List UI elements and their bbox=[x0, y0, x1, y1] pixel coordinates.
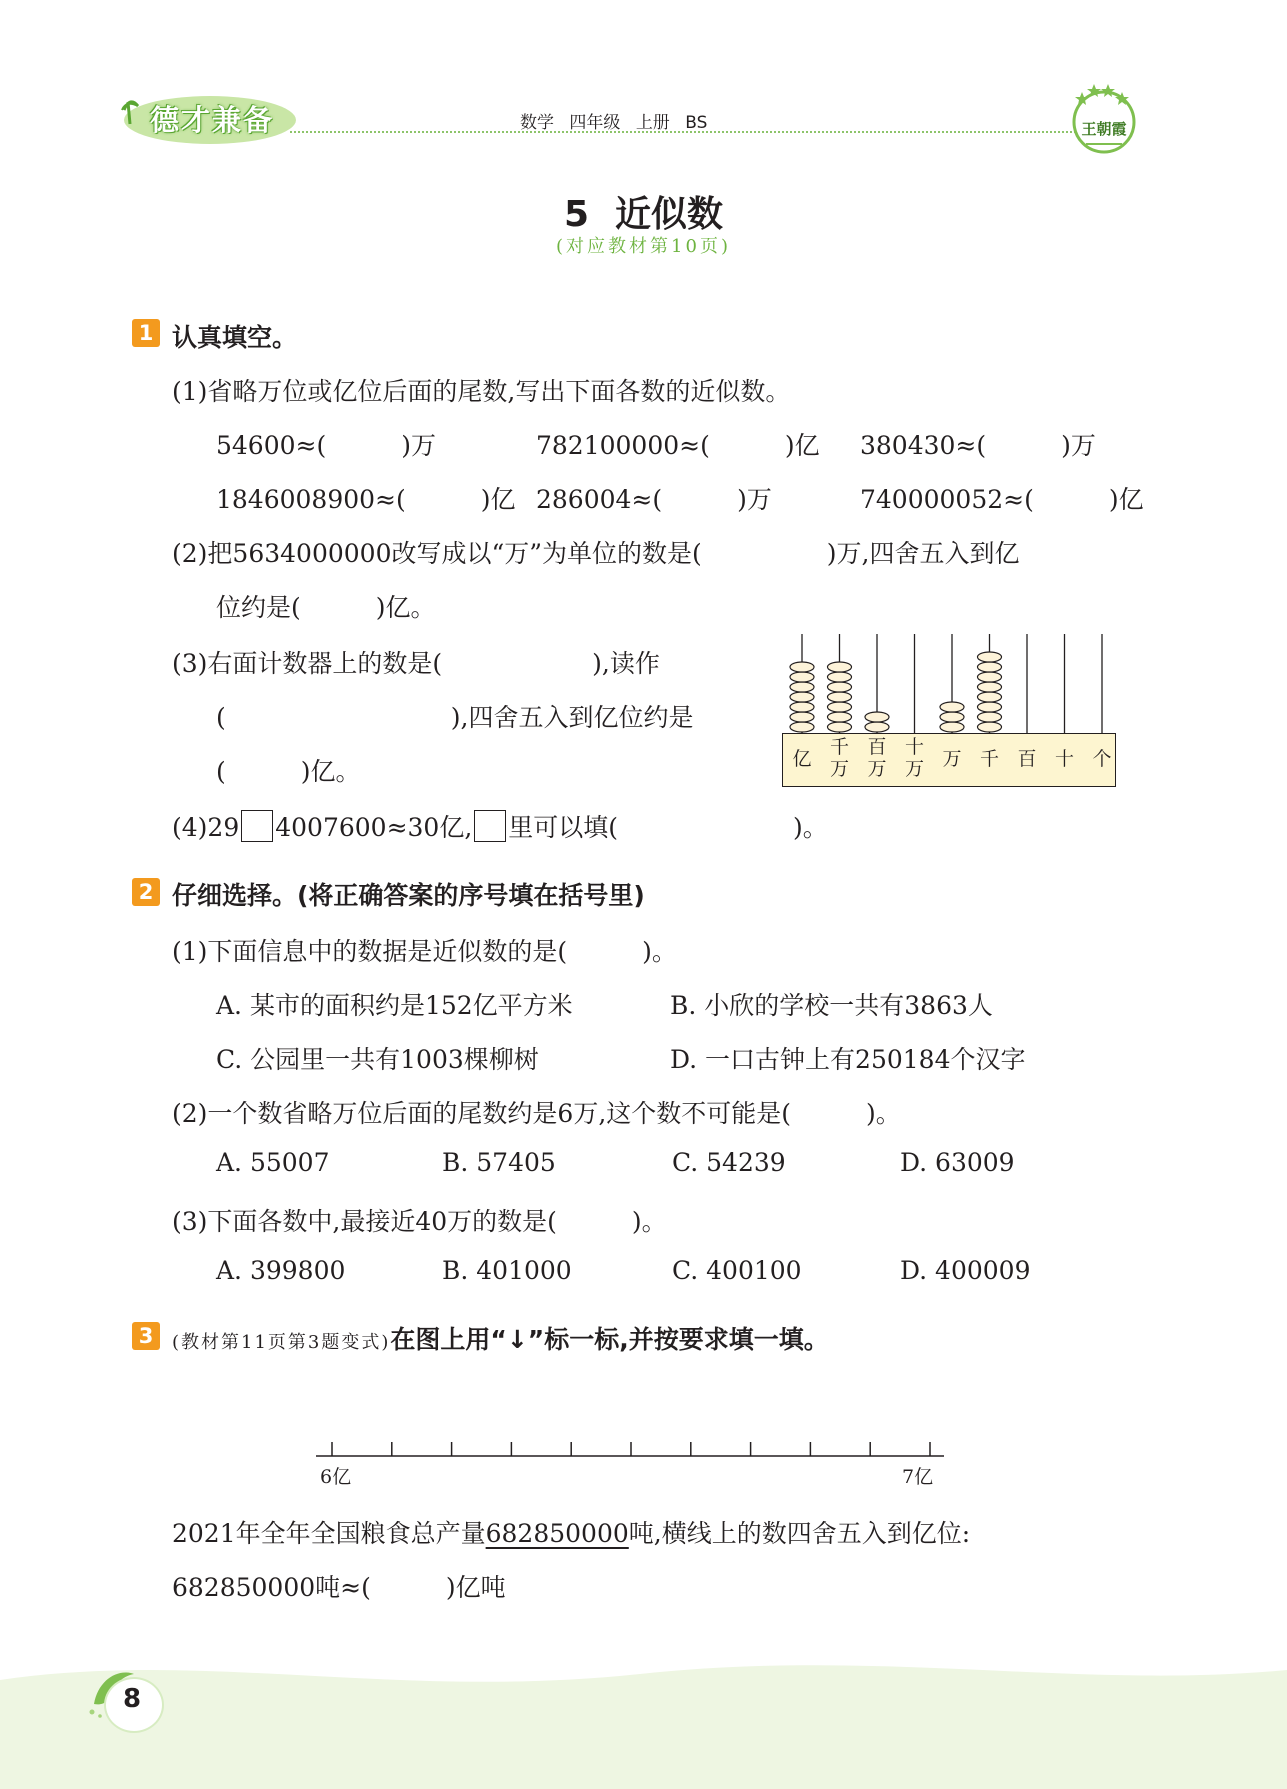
abacus-rod-label: 千 bbox=[979, 748, 999, 770]
answer-box-ref bbox=[474, 810, 506, 842]
abacus-bead bbox=[940, 712, 964, 722]
footer-wave bbox=[0, 1640, 1287, 1789]
abacus-bead bbox=[828, 722, 852, 732]
abacus-bead bbox=[828, 692, 852, 702]
section-2-title: 仔细选择。(将正确答案的序号填在括号里) bbox=[172, 881, 645, 910]
s2-q1-option-c: C. 公园里一共有1003棵柳树 bbox=[216, 1045, 539, 1074]
abacus-bead bbox=[828, 712, 852, 722]
s3-statement bbox=[172, 1514, 970, 1550]
abacus-bead bbox=[828, 702, 852, 712]
brand-logo-text: 德才兼备 bbox=[150, 103, 275, 137]
abacus-bead bbox=[978, 722, 1002, 732]
s2-q2-option-d: D. 63009 bbox=[900, 1148, 1015, 1177]
abacus-bead bbox=[790, 662, 814, 672]
abacus-bead bbox=[978, 652, 1002, 662]
s1-q1-item-3: 380430≈( )万 bbox=[860, 431, 1096, 460]
s2-q3-stem: (3)下面各数中,最接近40万的数是( )。 bbox=[172, 1207, 667, 1236]
lesson-textbook-ref: (对应教材第10页) bbox=[556, 236, 731, 257]
section-1-badge: 1 bbox=[132, 319, 160, 347]
lesson-number: 5 bbox=[563, 194, 590, 235]
abacus-bead bbox=[978, 672, 1002, 682]
answer-box[interactable] bbox=[241, 810, 273, 842]
section-3-ref: (教材第11页第3题变式) bbox=[172, 1332, 391, 1353]
abacus-bead bbox=[978, 712, 1002, 722]
abacus-bead bbox=[865, 712, 889, 722]
abacus-rod-label: 千 万 bbox=[829, 736, 849, 780]
s3-answer-line: 682850000吨≈( )亿吨 bbox=[172, 1573, 506, 1602]
s1-q1-item-5: 286004≈( )万 bbox=[536, 485, 772, 514]
header-subject: 数学 bbox=[520, 113, 554, 133]
abacus-bead bbox=[790, 672, 814, 682]
abacus-bead bbox=[978, 682, 1002, 692]
abacus-bead bbox=[978, 702, 1002, 712]
s2-q1-option-d: D. 一口古钟上有250184个汉字 bbox=[670, 1045, 1026, 1074]
s2-q1-stem: (1)下面信息中的数据是近似数的是( )。 bbox=[172, 937, 677, 966]
s3-statement-b: 吨,横线上的数四舍五入到亿位: bbox=[628, 1519, 971, 1548]
s1-q1-item-2: 782100000≈( )亿 bbox=[536, 431, 820, 460]
s3-statement-a: 2021年全年全国粮食总产量 bbox=[172, 1519, 486, 1548]
section-3-badge: 3 bbox=[132, 1322, 160, 1350]
header-edition: BS bbox=[685, 113, 708, 133]
s1-q4-part-c: 里可以填( )。 bbox=[508, 813, 828, 842]
s2-q2-option-b: B. 57405 bbox=[442, 1148, 556, 1177]
number-line bbox=[310, 1430, 950, 1470]
s2-q3-option-c: C. 400100 bbox=[672, 1256, 802, 1285]
abacus-rod-label: 个 bbox=[1092, 748, 1112, 770]
s3-statement-number: 682850000 bbox=[485, 1519, 629, 1548]
s2-q3-option-a: A. 399800 bbox=[216, 1256, 346, 1285]
abacus-rod-label: 万 bbox=[942, 748, 962, 770]
abacus-rod-label: 百 bbox=[1017, 748, 1037, 770]
s2-q2-stem: (2)一个数省略万位后面的尾数约是6万,这个数不可能是( )。 bbox=[172, 1099, 901, 1128]
s2-q3-option-b: B. 401000 bbox=[442, 1256, 572, 1285]
s2-q1-option-b: B. 小欣的学校一共有3863人 bbox=[670, 991, 993, 1020]
abacus-rod-label: 亿 bbox=[792, 748, 812, 770]
s1-q3-line-1: (3)右面计数器上的数是( ),读作 bbox=[172, 649, 660, 678]
abacus-bead bbox=[790, 682, 814, 692]
numline-left-label: 6亿 bbox=[320, 1466, 352, 1488]
abacus-bead bbox=[978, 662, 1002, 672]
header-grade: 四年级 bbox=[569, 113, 621, 133]
abacus-rod-label: 十 bbox=[1054, 748, 1074, 770]
s1-q1-item-4: 1846008900≈( )亿 bbox=[216, 485, 516, 514]
section-2-badge: 2 bbox=[132, 878, 160, 906]
s2-q2-option-c: C. 54239 bbox=[672, 1148, 786, 1177]
s1-q4-line bbox=[172, 808, 828, 844]
header-volume: 上册 bbox=[635, 113, 670, 133]
abacus-bead bbox=[790, 722, 814, 732]
page-number: 8 bbox=[122, 1684, 142, 1714]
s1-q2-line-1: (2)把5634000000改写成以“万”为单位的数是( )万,四舍五入到亿 bbox=[172, 539, 1020, 568]
abacus-bead bbox=[828, 682, 852, 692]
s1-q2-line-2: 位约是( )亿。 bbox=[216, 593, 436, 622]
author-seal-text: 王朝霞 bbox=[1081, 120, 1127, 138]
s1-q1-item-1: 54600≈( )万 bbox=[216, 431, 436, 460]
abacus-bead bbox=[940, 722, 964, 732]
abacus-bead bbox=[790, 692, 814, 702]
header-divider bbox=[290, 131, 1080, 133]
abacus-bead bbox=[828, 672, 852, 682]
abacus-bead bbox=[978, 692, 1002, 702]
section-3-header bbox=[172, 1320, 829, 1356]
header-course-info bbox=[520, 108, 707, 133]
s2-q2-option-a: A. 55007 bbox=[216, 1148, 330, 1177]
abacus-bead bbox=[828, 662, 852, 672]
section-1-title: 认真填空。 bbox=[172, 323, 298, 352]
s1-q1-stem: (1)省略万位或亿位后面的尾数,写出下面各数的近似数。 bbox=[172, 377, 791, 406]
s1-q1-item-6: 740000052≈( )亿 bbox=[860, 485, 1144, 514]
abacus-rod-label: 百 万 bbox=[867, 736, 887, 780]
s1-q3-line-3: ( )亿。 bbox=[216, 757, 361, 786]
s1-q4-part-a: (4)29 bbox=[172, 813, 240, 842]
numline-right-label: 7亿 bbox=[902, 1466, 934, 1488]
section-3-title: 在图上用“↓”标一标,并按要求填一填。 bbox=[390, 1325, 829, 1354]
s1-q4-part-b: 4007600≈30亿, bbox=[275, 813, 473, 842]
s2-q3-option-d: D. 400009 bbox=[900, 1256, 1031, 1285]
s2-q1-option-a: A. 某市的面积约是152亿平方米 bbox=[216, 991, 573, 1020]
lesson-title bbox=[0, 186, 1287, 237]
abacus-rod-label: 十 万 bbox=[904, 736, 924, 780]
lesson-name: 近似数 bbox=[615, 194, 724, 235]
abacus-bead bbox=[865, 722, 889, 732]
s1-q3-line-2: ( ),四舍五入到亿位约是 bbox=[216, 703, 694, 732]
abacus-bead bbox=[790, 712, 814, 722]
abacus-bead bbox=[940, 702, 964, 712]
abacus-bead bbox=[790, 702, 814, 712]
